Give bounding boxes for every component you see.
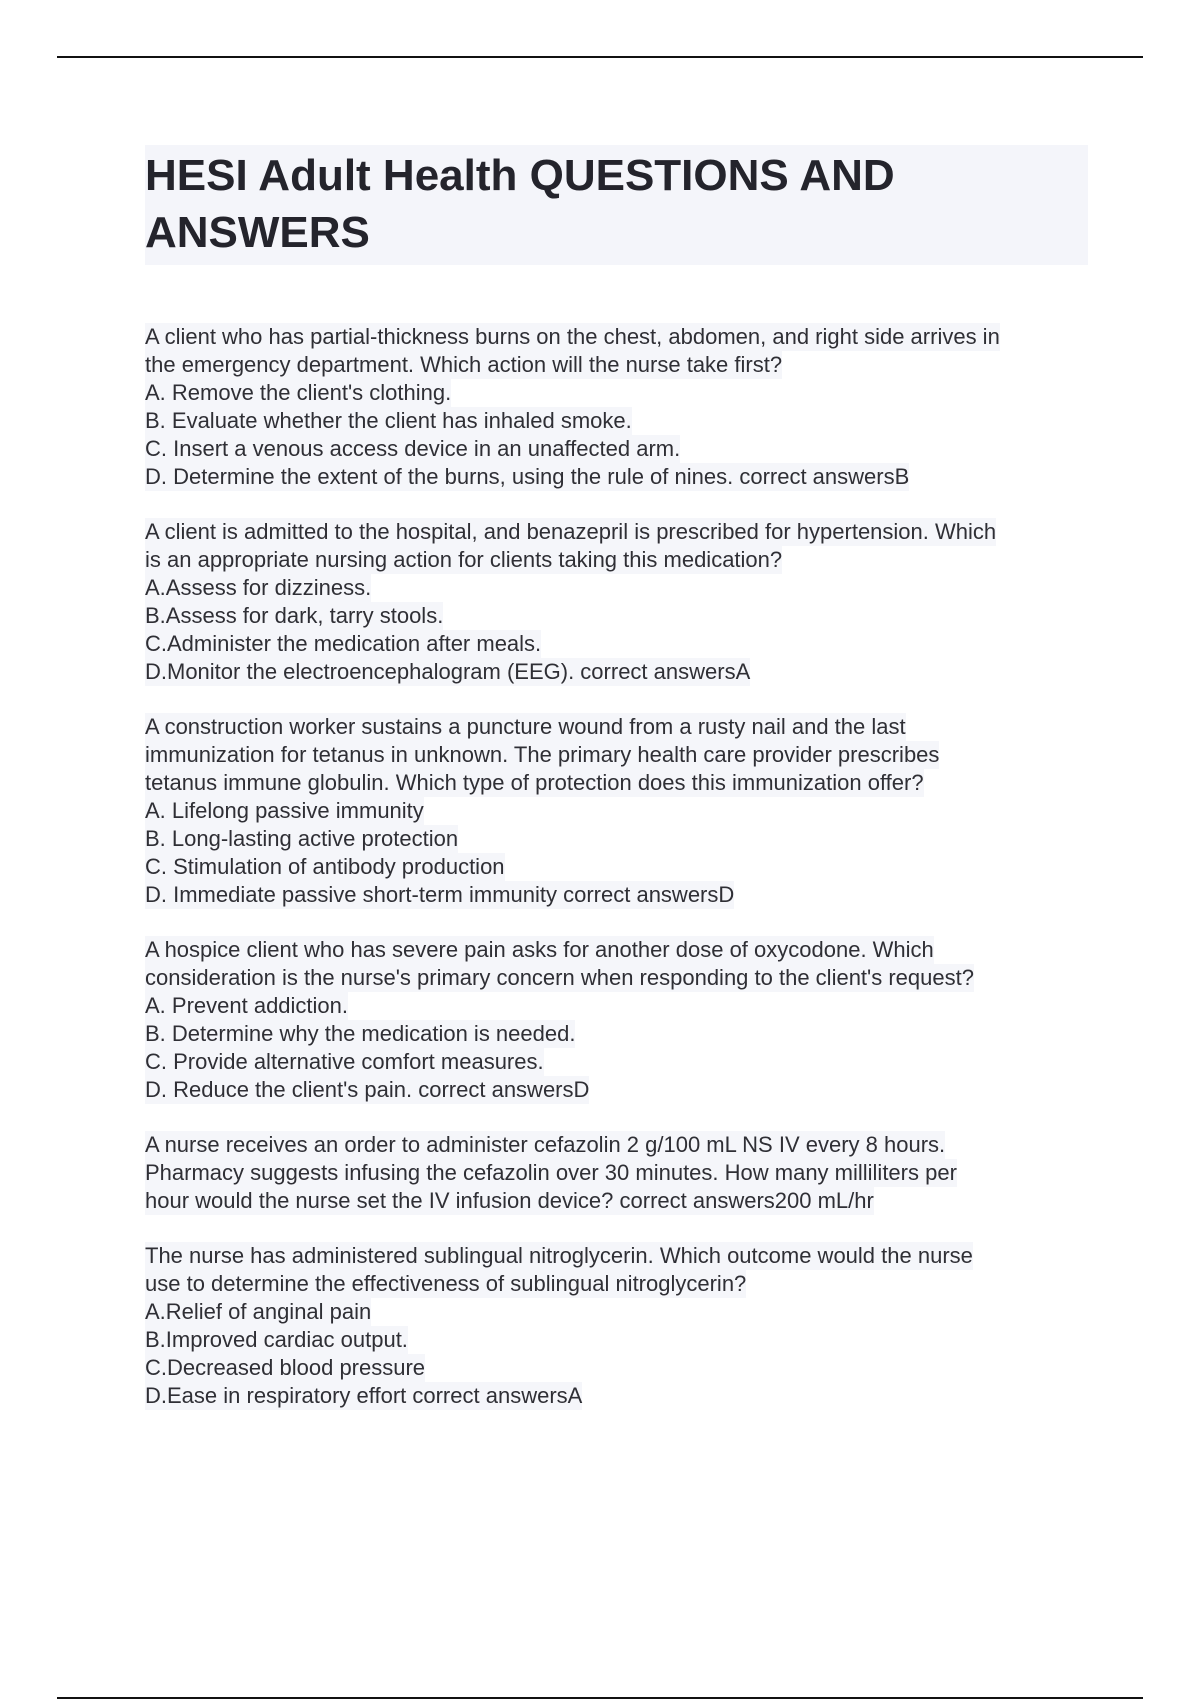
question-block [145,1242,1088,1410]
question-text-line: A client is admitted to the hospital, and benazepril is prescribed for hypertension. Which [145,519,997,544]
question-block [145,323,1088,491]
question-list [145,323,1088,1410]
question-text-line: A. Prevent addiction. [145,993,349,1018]
title-line-1: HESI Adult Health QUESTIONS AND [145,151,895,200]
question-text-line: A. Remove the client's clothing. [145,380,452,405]
top-divider [57,56,1143,58]
question-text-line: the emergency department. Which action will the nurse take first? [145,352,783,377]
question-text-line: C.Decreased blood pressure [145,1355,426,1380]
question-text-line: consideration is the nurse's primary concern when responding to the client's request? [145,965,974,990]
question-block [145,936,1088,1104]
page-title [145,147,1082,261]
question-text-line: The nurse has administered sublingual nitroglycerin. Which outcome would the nurse [145,1243,973,1268]
question-text-line: B. Long-lasting active protection [145,826,459,851]
question-text-line: D.Ease in respiratory effort correct answersA [145,1383,583,1408]
question-text-line: D. Reduce the client's pain. correct answersD [145,1077,590,1102]
question-text-line: B.Improved cardiac output. [145,1327,408,1352]
question-text-line: C. Stimulation of antibody production [145,854,505,879]
question-text-line: is an appropriate nursing action for clients taking this medication? [145,547,783,572]
question-text-line: D. Immediate passive short-term immunity correct answersD [145,882,735,907]
question-text-line: immunization for tetanus in unknown. The primary health care provider prescribes [145,742,940,767]
question-text-line: A.Assess for dizziness. [145,575,372,600]
question-text-line: A. Lifelong passive immunity [145,798,424,823]
question-block [145,518,1088,686]
question-text-line: C.Administer the medication after meals. [145,631,542,656]
question-text-line: Pharmacy suggests infusing the cefazolin over 30 minutes. How many milliliters per [145,1160,957,1185]
question-text-line: C. Insert a venous access device in an unaffected arm. [145,436,681,461]
question-text-line: A.Relief of anginal pain [145,1299,372,1324]
question-block [145,713,1088,909]
question-text-line: B. Determine why the medication is needed. [145,1021,576,1046]
title-line-2: ANSWERS [145,208,370,257]
question-text-line: A construction worker sustains a puncture wound from a rusty nail and the last [145,714,906,739]
question-text-line: B.Assess for dark, tarry stools. [145,603,444,628]
question-text-line: use to determine the effectiveness of sublingual nitroglycerin? [145,1271,747,1296]
question-text-line: D. Determine the extent of the burns, using the rule of nines. correct answersB [145,464,910,489]
question-text-line: A nurse receives an order to administer cefazolin 2 g/100 mL NS IV every 8 hours. [145,1132,946,1157]
question-text-line: tetanus immune globulin. Which type of protection does this immunization offer? [145,770,924,795]
question-block [145,1131,1088,1215]
title-block [145,145,1088,265]
question-text-line: C. Provide alternative comfort measures. [145,1049,544,1074]
document-body [145,145,1088,1437]
question-text-line: B. Evaluate whether the client has inhaled smoke. [145,408,632,433]
question-text-line: hour would the nurse set the IV infusion device? correct answers200 mL/hr [145,1188,874,1213]
question-text-line: D.Monitor the electroencephalogram (EEG). correct answersA [145,659,751,684]
bottom-divider [57,1697,1143,1699]
question-text-line: A hospice client who has severe pain asks for another dose of oxycodone. Which [145,937,934,962]
question-text-line: A client who has partial-thickness burns on the chest, abdomen, and right side arrives in [145,324,1000,349]
